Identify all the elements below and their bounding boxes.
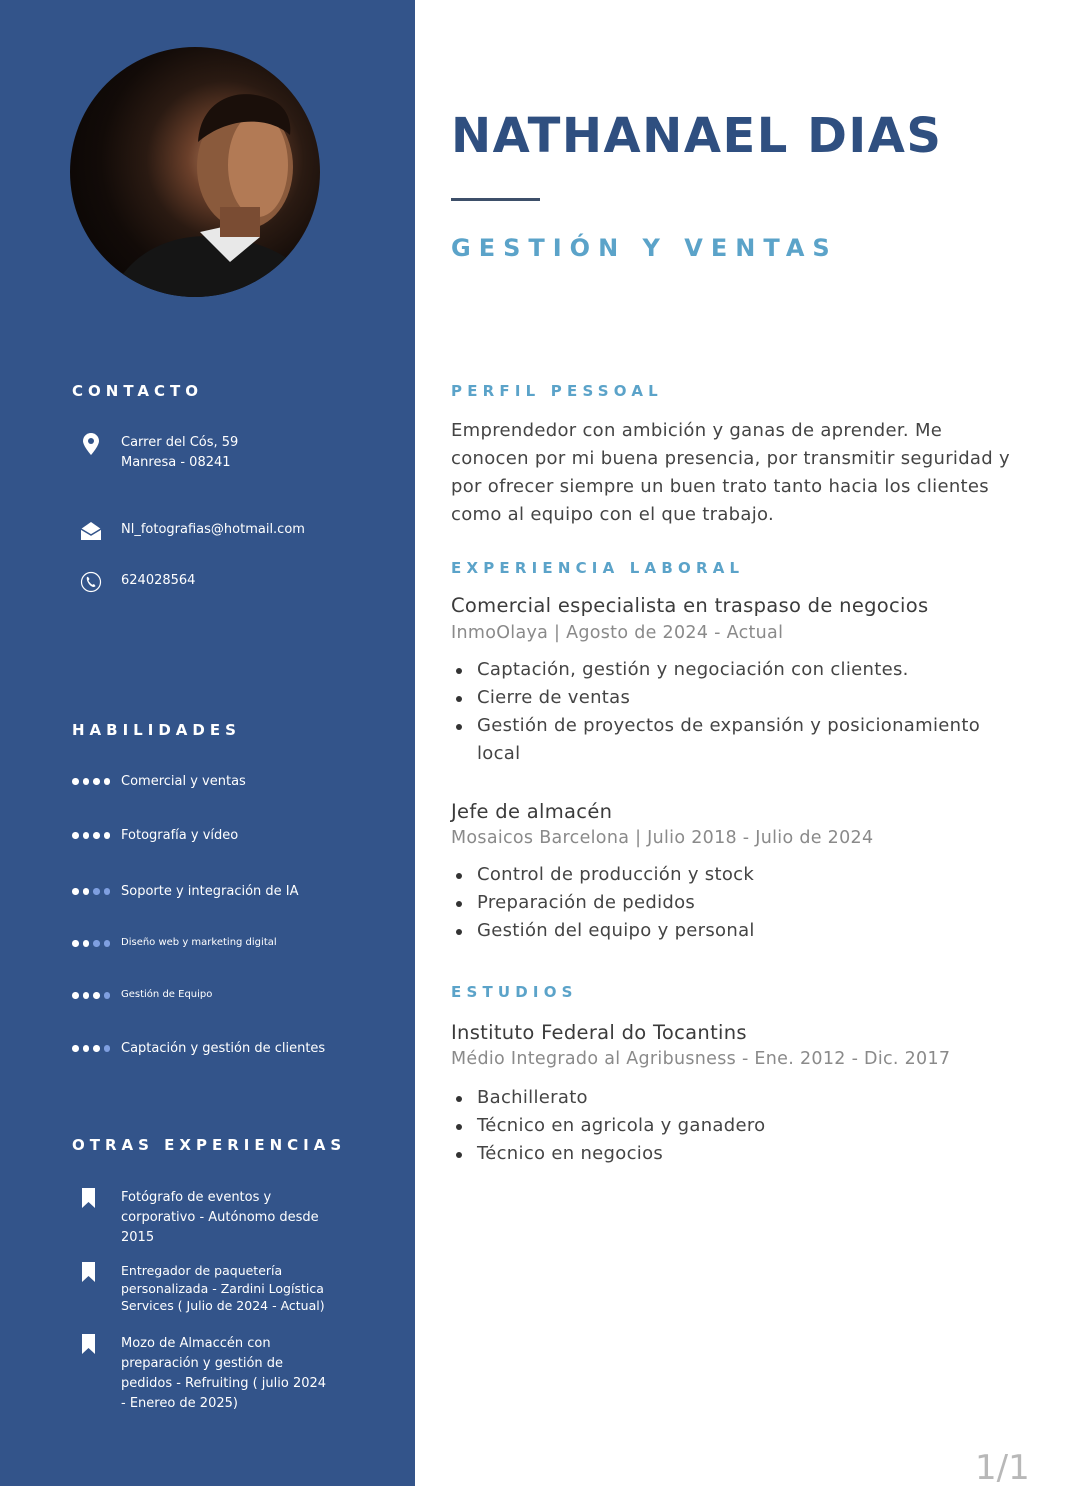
studies-bullet: Técnico en negocios (477, 1140, 1017, 1168)
skills-heading: HABILIDADES (72, 721, 241, 739)
sidebar (0, 0, 415, 1486)
job-meta: Mosaicos Barcelona | Julio 2018 - Julio de 2024 (451, 828, 874, 848)
bookmark-icon (82, 1262, 95, 1286)
skill-level-dots (72, 940, 110, 947)
contact-phone-text[interactable]: 624028564 (121, 573, 196, 588)
bookmark-icon (82, 1334, 95, 1358)
experience-heading: EXPERIENCIA LABORAL (451, 559, 745, 577)
page-number: 1/1 (975, 1448, 1030, 1488)
skill-label: Captación y gestión de clientes (121, 1041, 326, 1056)
skill-level-dots (72, 992, 110, 999)
job-bullet: Gestión de proyectos de expansión y posicionamiento local (477, 712, 1017, 768)
skill-label: Soporte y integración de IA (121, 884, 299, 899)
contact-address (80, 433, 239, 470)
profile-text: Emprendedor con ambición y ganas de aprender. Me conocen por mi buena presencia, por transmitir seguridad y por ofrecer siempre un buen trato tanto hacia los clientes como al equipo con el que trabajo. (451, 420, 1010, 525)
skill-row (72, 1041, 372, 1061)
location-pin-icon (80, 433, 102, 455)
studies-bullets (451, 1084, 1017, 1168)
job-bullet: Cierre de ventas (477, 684, 1017, 712)
profile-photo (70, 47, 320, 297)
other-experience-text: Fotógrafo de eventos y corporativo - Autónomo desde 2015 (121, 1190, 319, 1245)
skill-row (72, 828, 372, 848)
phone-icon (80, 571, 102, 593)
skill-level-dots (72, 1045, 110, 1052)
job-bullets (451, 861, 1017, 945)
candidate-subtitle: GESTIÓN Y VENTAS (451, 234, 838, 262)
skill-row (72, 774, 372, 794)
skill-label: Gestión de Equipo (121, 989, 213, 1000)
profile-heading: PERFIL PESSOAL (451, 382, 663, 400)
name-divider (451, 198, 540, 201)
studies-title: Instituto Federal do Tocantins (451, 1021, 747, 1044)
bookmark-icon (82, 1188, 95, 1212)
studies-bullet: Técnico en agricola y ganadero (477, 1112, 1017, 1140)
profile-photo-illustration (70, 47, 320, 297)
other-experience-heading: OTRAS EXPERIENCIAS (72, 1136, 347, 1154)
contact-phone[interactable] (80, 571, 196, 593)
job-bullet: Control de producción y stock (477, 861, 1017, 889)
job-bullet: Preparación de pedidos (477, 889, 1017, 917)
studies-heading: ESTUDIOS (451, 983, 578, 1001)
job-bullet: Gestión del equipo y personal (477, 917, 1017, 945)
job-title: Jefe de almacén (451, 800, 613, 823)
contact-email-text[interactable]: Nl_fotografias@hotmail.com (121, 522, 305, 537)
job-title: Comercial especialista en traspaso de negocios (451, 594, 929, 617)
contact-email[interactable] (80, 520, 305, 542)
job-meta: InmoOlaya | Agosto de 2024 - Actual (451, 623, 784, 643)
skill-level-dots (72, 778, 110, 785)
envelope-icon (80, 520, 102, 542)
contact-address-text: Carrer del Cós, 59 Manresa - 08241 (121, 435, 239, 470)
skill-row (72, 936, 372, 956)
skill-label: Fotografía y vídeo (121, 828, 239, 843)
skill-level-dots (72, 888, 110, 895)
skill-row (72, 884, 372, 904)
other-experience-text: Mozo de Almaccén con preparación y gestión de pedidos - Refruiting ( julio 2024 - Enereo de 2025) (121, 1336, 327, 1411)
job-bullets (451, 656, 1017, 768)
skill-label: Comercial y ventas (121, 774, 246, 789)
candidate-name: NATHANAEL DIAS (451, 108, 943, 164)
skill-level-dots (72, 832, 110, 839)
job-bullet: Captación, gestión y negociación con clientes. (477, 656, 1017, 684)
skill-row (72, 988, 372, 1008)
other-experience-text: Entregador de paquetería personalizada - Zardini Logística Services ( Julio de 2024 - Actual) (121, 1263, 325, 1313)
studies-meta: Médio Integrado al Agribusness - Ene. 2012 - Dic. 2017 (451, 1049, 951, 1069)
studies-bullet: Bachillerato (477, 1084, 1017, 1112)
skill-label: Diseño web y marketing digital (121, 937, 277, 948)
contact-heading: CONTACTO (72, 382, 203, 400)
